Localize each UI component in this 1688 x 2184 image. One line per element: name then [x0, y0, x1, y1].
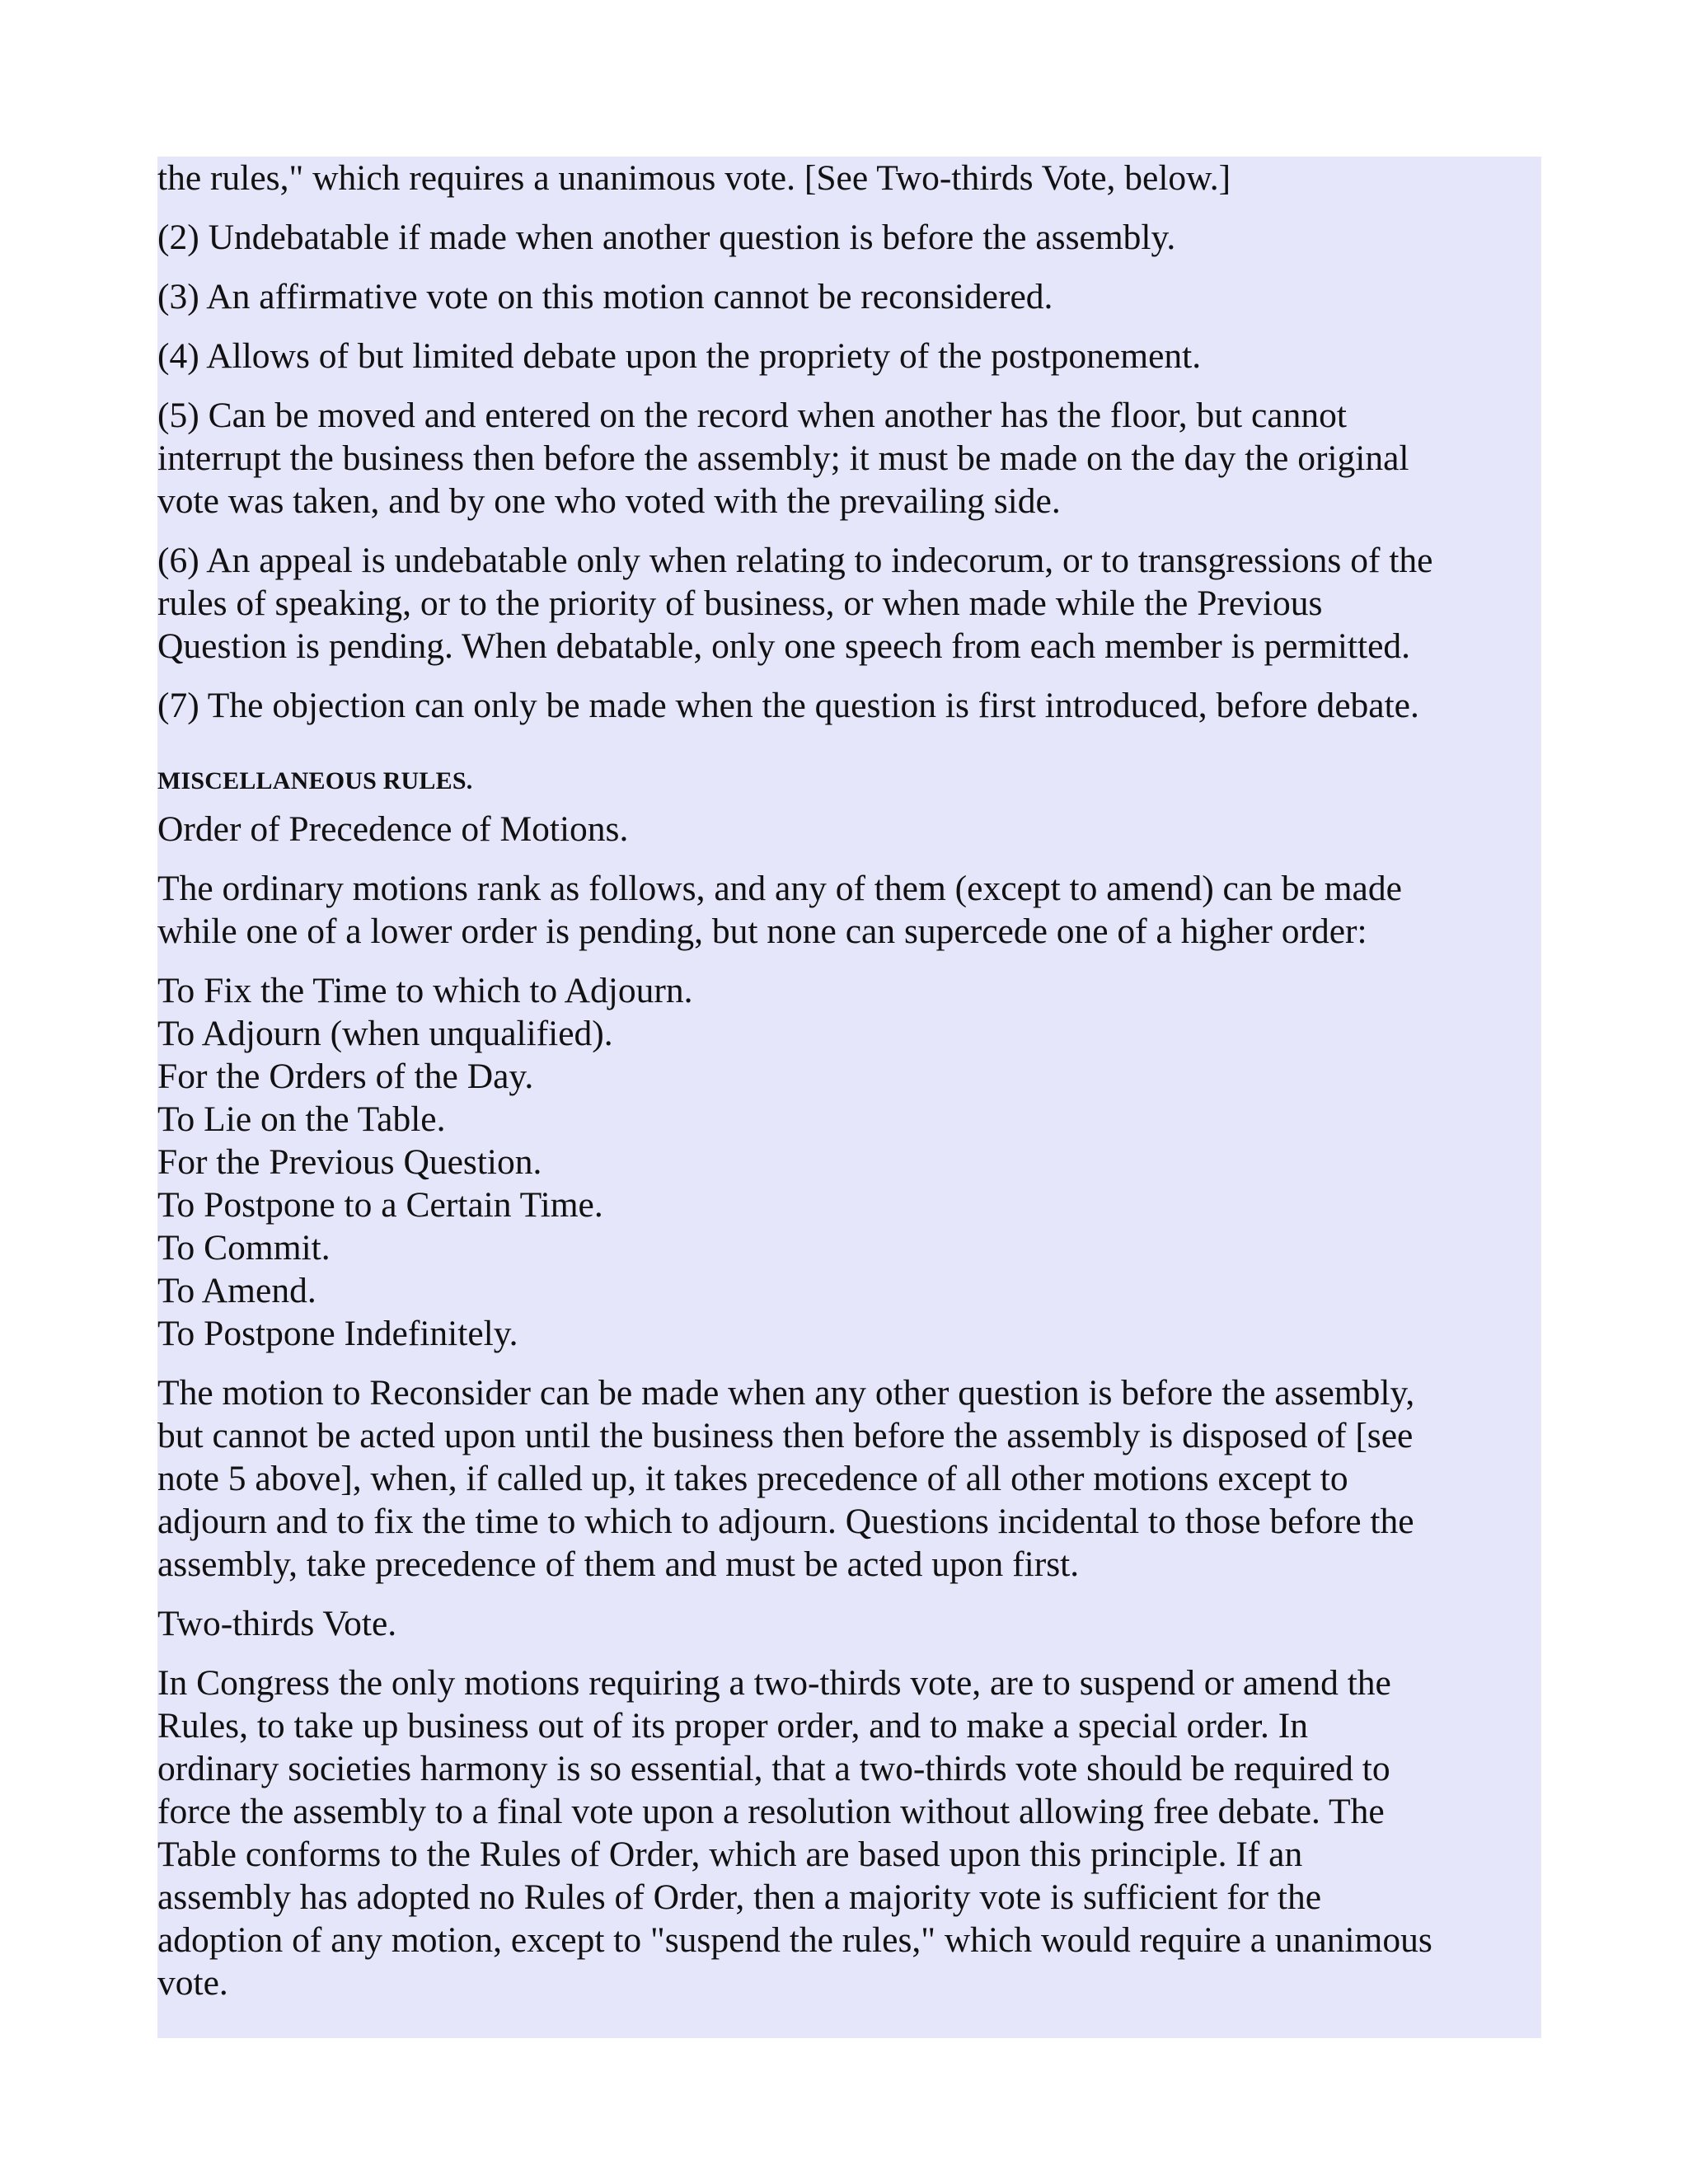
- note-2: [157, 216, 1541, 259]
- text-line: while one of a lower order is pending, but none can supercede one of a higher order:: [157, 912, 1367, 951]
- note-6: [157, 539, 1541, 668]
- list-item: To Adjourn (when unqualified).: [157, 1014, 613, 1053]
- reconsider-paragraph: [157, 1371, 1541, 1586]
- note-4: [157, 335, 1541, 377]
- text-line: vote was taken, and by one who voted with the prevailing side.: [157, 481, 1061, 521]
- text-line: (3) An affirmative vote on this motion cannot be reconsidered.: [157, 277, 1053, 316]
- text-line: (6) An appeal is undebatable only when relating to indecorum, or to transgressions of the: [157, 541, 1433, 580]
- text-line: Table conforms to the Rules of Order, which are based upon this principle. If an: [157, 1835, 1303, 1874]
- text-line: (7) The objection can only be made when the question is first introduced, before debate.: [157, 686, 1419, 725]
- text-line: In Congress the only motions requiring a two-thirds vote, are to suspend or amend the: [157, 1663, 1391, 1703]
- note-5: [157, 394, 1541, 523]
- order-title: [157, 808, 1541, 851]
- list-item: To Postpone Indefinitely.: [157, 1314, 518, 1353]
- list-item: To Commit.: [157, 1228, 331, 1268]
- list-item: For the Orders of the Day.: [157, 1057, 534, 1096]
- list-item: For the Previous Question.: [157, 1142, 542, 1182]
- text-line: note 5 above], when, if called up, it takes precedence of all other motions except to: [157, 1459, 1348, 1498]
- motions-list: [157, 969, 1541, 1355]
- subheading: Order of Precedence of Motions.: [157, 809, 629, 849]
- section-heading: MISCELLANEOUS RULES.: [157, 767, 473, 794]
- text-line: Rules, to take up business out of its proper order, and to make a special order. In: [157, 1706, 1308, 1746]
- text-line: assembly has adopted no Rules of Order, then a majority vote is sufficient for the: [157, 1877, 1322, 1917]
- text-line: assembly, take precedence of them and must be acted upon first.: [157, 1544, 1080, 1584]
- subheading: Two-thirds Vote.: [157, 1604, 397, 1643]
- text-line: force the assembly to a final vote upon a resolution without allowing free debate. The: [157, 1792, 1385, 1831]
- text-line: (2) Undebatable if made when another question is before the assembly.: [157, 218, 1176, 257]
- note-3: [157, 275, 1541, 318]
- text-line: (5) Can be moved and entered on the record when another has the floor, but cannot: [157, 396, 1347, 435]
- text-line: interrupt the business then before the assembly; it must be made on the day the original: [157, 438, 1409, 478]
- text-line: ordinary societies harmony is so essential, that a two-thirds vote should be required to: [157, 1749, 1390, 1788]
- note-7: [157, 684, 1541, 727]
- text-line: but cannot be acted upon until the business then before the assembly is disposed of [see: [157, 1416, 1414, 1455]
- order-intro: [157, 867, 1541, 953]
- text-line: adjourn and to fix the time to which to adjourn. Questions incidental to those before the: [157, 1502, 1414, 1541]
- text-line: Question is pending. When debatable, only one speech from each member is permitted.: [157, 626, 1411, 666]
- text-line: vote.: [157, 1963, 228, 2003]
- text-line: The ordinary motions rank as follows, and any of them (except to amend) can be made: [157, 869, 1402, 908]
- list-item: To Lie on the Table.: [157, 1099, 446, 1139]
- text-line: The motion to Reconsider can be made when any other question is before the assembly,: [157, 1373, 1415, 1413]
- text-line: adoption of any motion, except to "suspend the rules," which would require a unanimous: [157, 1920, 1432, 1960]
- list-item: To Postpone to a Certain Time.: [157, 1185, 603, 1225]
- text-line: rules of speaking, or to the priority of business, or when made while the Previous: [157, 583, 1323, 623]
- paragraph-rules-continuation: [157, 157, 1541, 199]
- list-item: To Fix the Time to which to Adjourn.: [157, 971, 693, 1010]
- list-item: To Amend.: [157, 1271, 316, 1310]
- text-line: (4) Allows of but limited debate upon the propriety of the postponement.: [157, 336, 1202, 376]
- two-thirds-paragraph: [157, 1661, 1541, 2004]
- text-line: the rules," which requires a unanimous vote. [See Two-thirds Vote, below.]: [157, 158, 1231, 198]
- two-thirds-title: [157, 1602, 1541, 1645]
- document-page: [157, 157, 1541, 2038]
